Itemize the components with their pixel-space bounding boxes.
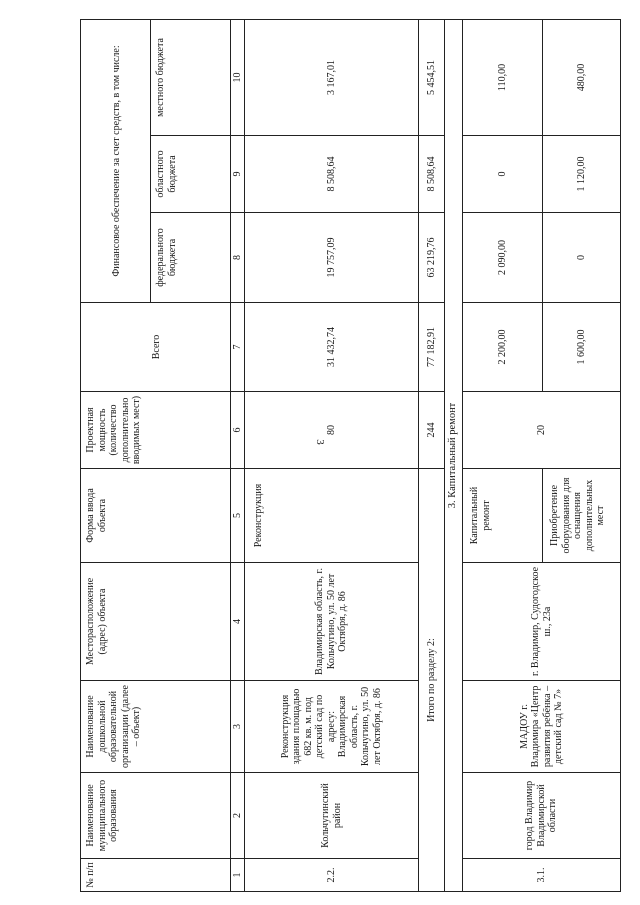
column-number: 1: [231, 859, 245, 892]
federal-cell: 2 090,00: [463, 213, 543, 303]
section-3-title: 3. Капитальный ремонт: [445, 19, 463, 891]
column-number: 8: [231, 213, 245, 303]
capacity-cell: 80: [245, 392, 419, 469]
header-regional: областного бюджета: [151, 136, 231, 213]
federal-cell: 19 757,09: [245, 213, 419, 303]
organization-cell: МАДОУ г. Владимира «Центр развития ребёнка – детский сад № 7»: [463, 681, 621, 773]
capacity-cell: 20: [463, 392, 621, 469]
row-number: 2.2.: [245, 859, 419, 892]
address-cell: г. Владимир, Судогодское ш., 23а: [463, 563, 621, 681]
header-local: местного бюджета: [151, 19, 231, 135]
local-cell: 3 167,01: [245, 19, 419, 135]
subtotal-local: 5 454,51: [419, 19, 445, 135]
header-organization: Наименование дошкольной образовательной организации (далее – объект): [81, 681, 231, 773]
header-capacity: Проектная мощность (количество дополнительно вводимых мест): [81, 392, 231, 469]
section-3-row: [445, 19, 463, 891]
header-address: Месторасположение (адрес) объекта: [81, 563, 231, 681]
subtotal-label: Итого по разделу 2:: [419, 469, 445, 892]
form-cell: Капитальный ремонт: [463, 469, 543, 563]
column-number: 9: [231, 136, 245, 213]
regional-cell: 0: [463, 136, 543, 213]
total-cell: 1 600,00: [543, 303, 621, 392]
column-number: 7: [231, 303, 245, 392]
total-cell: 2 200,00: [463, 303, 543, 392]
local-cell: 480,00: [543, 19, 621, 135]
row-number: 3.1.: [463, 859, 621, 892]
federal-cell: 0: [543, 213, 621, 303]
regional-cell: 1 120,00: [543, 136, 621, 213]
organization-cell: Реконструкция здания площадью 682 кв. м. под детский сад по адресу: Владимирская область, г. Кольчугино, ул. 50 лет Октября, д. 86: [245, 681, 419, 773]
header-form: Форма ввода объекта: [81, 469, 231, 563]
municipality-cell: Кольчугинский район: [245, 773, 419, 859]
column-number: 2: [231, 773, 245, 859]
budget-table-sheet: [80, 20, 620, 892]
column-number: 10: [231, 19, 245, 135]
subtotal-regional: 8 508,64: [419, 136, 445, 213]
local-cell: 110,00: [463, 19, 543, 135]
column-number: 4: [231, 563, 245, 681]
header-municipality: Наименование муниципального образования: [81, 773, 231, 859]
subtotal-capacity: 244: [419, 392, 445, 469]
column-number: 6: [231, 392, 245, 469]
table-row-3-1a: [463, 19, 543, 891]
form-cell: Реконструкция: [245, 469, 419, 563]
header-funding: Финансовое обеспечение за счет средств, в том числе:: [81, 19, 151, 302]
page-number: 3: [314, 439, 326, 445]
header-row-1: [81, 19, 151, 891]
address-cell: Владимирская область, г. Кольчугино, ул. 50 лет Октября, д. 86: [245, 563, 419, 681]
budget-table: [80, 19, 621, 892]
column-number: 5: [231, 469, 245, 563]
form-cell: Приобретение оборудования для оснащения дополнительных мест: [543, 469, 621, 563]
table-row-2-2: [245, 19, 419, 891]
municipality-cell: город Владимир Владимирской области: [463, 773, 621, 859]
subtotal-row: [419, 19, 445, 891]
subtotal-total: 77 182,91: [419, 303, 445, 392]
header-federal: федерального бюджета: [151, 213, 231, 303]
regional-cell: 8 508,64: [245, 136, 419, 213]
column-number: 3: [231, 681, 245, 773]
header-num: № п/п: [81, 859, 231, 892]
header-total: Всего: [81, 303, 231, 392]
total-cell: 31 432,74: [245, 303, 419, 392]
column-number-row: [231, 19, 245, 891]
subtotal-federal: 63 219,76: [419, 213, 445, 303]
